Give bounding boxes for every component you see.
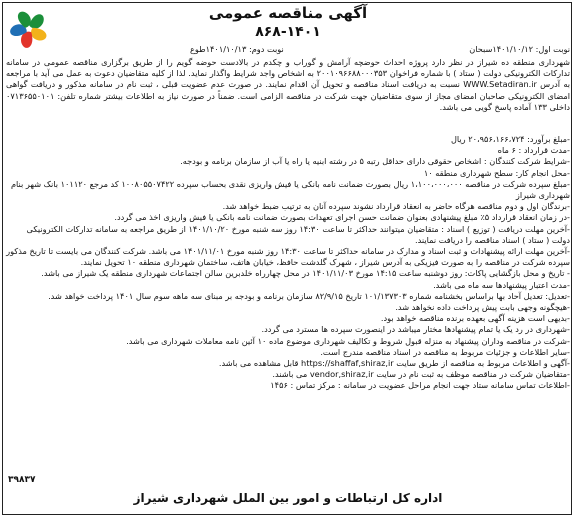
list-item: -آخرین مهلت ارائه پیشنهادات و ثبت اسناد و مدارک در سامانه حداکثر تا ساعت ۱۴:۳۰ روز شنبه مورخ ۱۴۰۱/۱۱/۰۱ می باشد. شرکت کنندگان می بایست تا تاریخ مذکور سپرده شرکت در مناقصه را به صورت فیزیکی به آدرس شیراز ، شهرک گلدشت حافظ، خیابان هاتف، ساختمان شهرداری منطقه ۱۰ تحویل نمایند. [6, 246, 570, 268]
first-publish-date: نوبت اول: ۱۴۰۱/۱۰/۱۲سبحان [469, 44, 570, 54]
list-item: -شهرداری در رد یک یا تمام پیشنهادها مختار میباشد در اینصورت سپرده ها مسترد می گردد. [261, 324, 570, 335]
list-item: -شرایط شرکت کنندگان : اشخاص حقوقی دارای حداقل رتبه ۵ در رشته ابنیه یا راه یا آب از سازمان برنامه و بودجه. [180, 156, 570, 167]
list-item: -محل انجام کار: سطح شهرداری منطقه ۱۰ [423, 167, 570, 178]
second-publish-date: نوبت دوم: ۱۴۰۱/۱۰/۱۳طوع [190, 44, 284, 54]
intro-paragraph: شهرداری منطقه ده شیراز در نظر دارد پروژه احداث حوضچه آرامش و گوراب و چکدم در بالادست حوضه گویم را از طریق برگزاری مناقصه عمومی در سامانه تدارکات الکترونیکی دولت ( ستاد ) با شماره فراخوان ۲۰۰۱۰۹۶۶۸۸۰۰۰۳۵۳ به اشخاص واجد شرایط واگذار نماید. لذا از کلیه متقاضیان دعوت به عمل می آید با مراجعه به آدرس WWW.Setadiran.ir نسبت به دریافت اسناد مناقصه و تحویل آن اقدام نمایند. در صورت عدم عضویت قبلی ، ثبت نام در سامانه مذکور و دریافت گواهی امضای الکترونیکی صاحبان امضای مجاز از سوی متقاضیان جهت شرکت در مناقصه الزامی است. ضمناً در صورت نیاز به اطلاعات بیشتر شماره تلفن: ۰۷۱۳۶۵۵۰۱۰۱ داخلی ۱۳۳ آماده پاسخ گویی می باشد. [6, 57, 570, 112]
list-item: -هیچگونه وجهی بابت پیش پرداخت داده نخواهد شد. [395, 302, 570, 313]
list-item: -متقاضیان شرکت در مناقصه موظف به ثبت نام در سایت vendor,shiraz,ir می باشند. [272, 369, 570, 380]
issuer-name: اداره کل ارتباطات و امور بین الملل شهرداری شیراز [133, 491, 443, 505]
list-item: -اطلاعات تماس سامانه ستاد جهت انجام مراحل عضویت در سامانه : مرکز تماس : ۱۴۵۶ [270, 380, 570, 391]
list-item: -مبلغ برآورد: ۲۰،۹۵۶،۱۶۶،۷۲۴ ریال [450, 134, 570, 144]
notice-number: ۸۶۸-۱۴۰۱ [255, 24, 321, 40]
list-item: -آخرین مهلت دریافت ( توزیع ) اسناد : متقاضیان میتوانند حداکثر تا ساعت ۱۴:۳۰ روز سه شنبه مورخ ۱۴۰۱/۱۰/۲۰ از طریق مراجعه به سامانه تدارکات الکترونیکی دولت ( ستاد ) اسناد مناقصه را دریافت نمایند. [26, 223, 570, 245]
list-item: -تعدیل: تعدیل آحاد بها براساس بخشنامه شماره ۱۰۱/۱۳۷۳۰۳ تاریخ ۸۲/۹/۱۵ سازمان برنامه و بودجه بر مبنای سه ماهه سوم سال ۱۴۰۱ پرداخت خواهد شد. [48, 290, 570, 301]
list-item: -مدت اعتبار پیشنهادها سه ماه می باشد. [433, 279, 570, 290]
ad-code: ۳۹۸۳۷ [8, 475, 36, 485]
notice-title: آگهی مناقصه عمومی [208, 4, 368, 22]
list-item: -مدت قرارداد : ۶ ماه [497, 145, 570, 156]
list-item: -شرکت در مناقصه وداران پیشنهاد به منزله قبول شروط و تکالیف شهرداری موضوع ماده ۱۰ آئین نامه معاملات شهرداری می باشد. [126, 335, 570, 346]
list-item: -برندگان اول و دوم مناقصه هرگاه حاضر به انعقاد قرارداد نشوند سپرده آنان به ترتیب ضبط خواهد شد. [222, 201, 570, 212]
publish-dates [70, 44, 570, 55]
list-item: -مبلغ سپرده شرکت در مناقصه ۱،۱۰۰،۰۰۰،۰۰۰ ریال بصورت ضمانت نامه بانکی یا فیش واریزی نقدی بحساب سپرده ۱۰۰۸۰۵۵۰۷۴۲۲ کد مرجع ۱۰۱۱۲۰ بانک شهر بنام شهرداری شیراز [10, 178, 570, 201]
list-item: - تاریخ و محل بازگشایی پاکات: روز دوشنبه ساعت ۱۴:۱۵ مورخ ۱۴۰۱/۱۱/۰۳ در محل چهارراه خلدبرین سالن اجتماعات شهرداری منطقه یک شیراز می باشد. [41, 268, 570, 279]
conditions-list [6, 134, 570, 392]
list-item: -در زمان انعقاد قرارداد ۵٪ مبلغ پیشنهادی بعنوان ضمانت حسن اجرای تعهدات بصورت ضمانت نامه بانکی یا فیش واریزی اخذ می گردد. [114, 212, 570, 223]
list-item: -آگهی و اطلاعات مربوط به مناقصه از طریق سایت https://shaffaf,shiraz,ir قابل مشاهده می باشد. [218, 358, 570, 369]
list-item: -سایر اطلاعات و جزئیات مربوط به مناقصه در اسناد مناقصه مندرج است. [320, 346, 570, 357]
list-item: -بدیهی است هزینه آگهی بعهده برنده مناقصه خواهد بود. [380, 313, 570, 324]
